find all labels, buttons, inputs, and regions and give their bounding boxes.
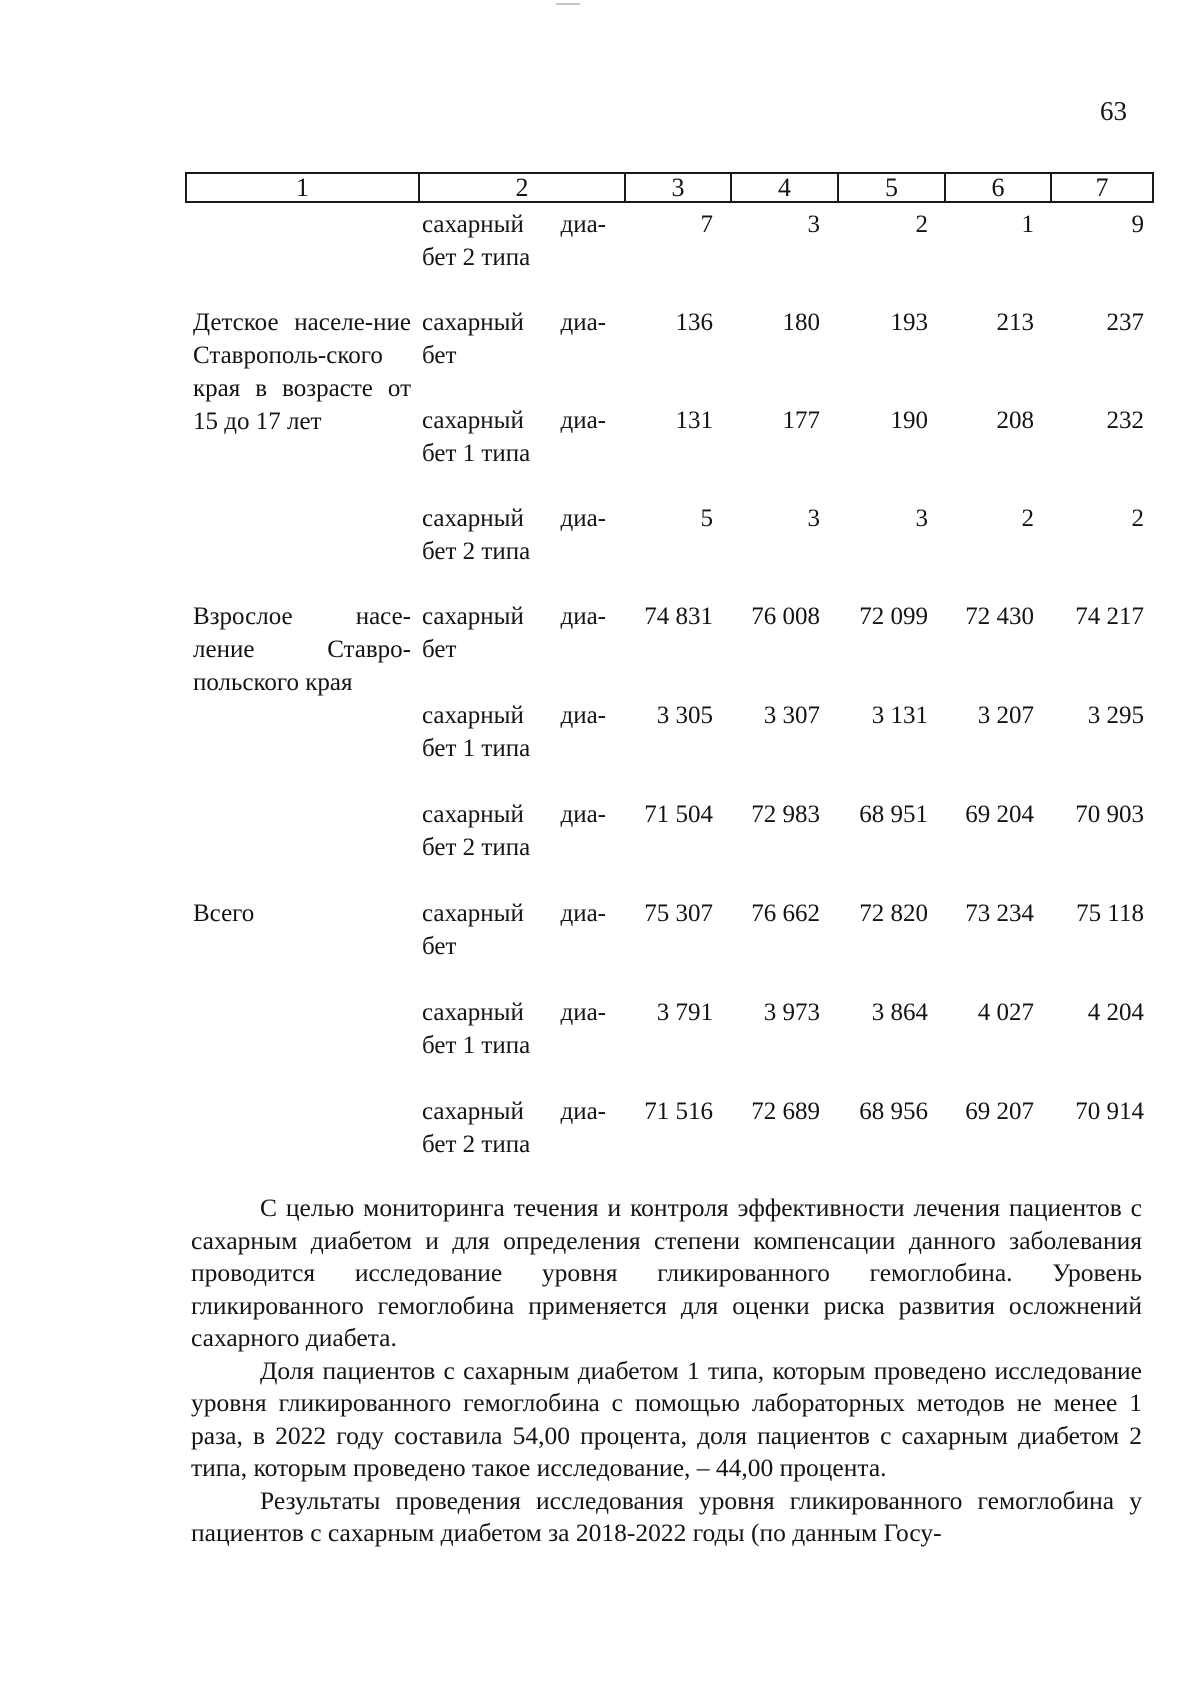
- row-label: сахарный диа-бет: [422, 900, 606, 960]
- header-cell: 6: [944, 174, 1050, 201]
- table-cell: 3 307: [763, 702, 820, 729]
- table-cell: 72 689: [751, 1098, 820, 1125]
- paragraph: С целью мониторинга течения и контроля эффективности лечения пациентов с сахарным диабетом и для определения степени компенсации данного заболевания проводится исследование уровня гликированного гемоглобина. Уровень гликированного гемоглобина применяется для оценки риска развития осложнений сахарного диабета.: [191, 1193, 1142, 1352]
- row-label: сахарный диа-бет 1 типа: [422, 407, 606, 467]
- table-cell: 71 516: [644, 1098, 713, 1125]
- row-label: сахарный диа-бет 2 типа: [422, 505, 606, 565]
- table-cell: 72 983: [751, 801, 820, 828]
- table-cell: 3 791: [656, 999, 713, 1026]
- table-cell: 2: [1021, 505, 1034, 532]
- row-label: сахарный диа-бет 1 типа: [422, 702, 606, 762]
- row-label: сахарный диа-бет 2 типа: [422, 1098, 606, 1158]
- header-cell: 4: [730, 174, 837, 201]
- table-cell: 3 295: [1087, 702, 1144, 729]
- body-text: [191, 1192, 1142, 1550]
- table-cell: 3: [915, 505, 928, 532]
- table-cell: 232: [1106, 407, 1144, 434]
- table-cell: 76 662: [751, 900, 820, 927]
- table-cell: 74 831: [644, 603, 713, 630]
- table-cell: 3: [807, 505, 820, 532]
- table-cell: 76 008: [751, 603, 820, 630]
- table-cell: 2: [915, 211, 928, 238]
- table-cell: 177: [782, 407, 820, 434]
- table-cell: 5: [700, 505, 713, 532]
- row-label: сахарный диа-бет 2 типа: [422, 211, 606, 271]
- table-cell: 237: [1106, 309, 1144, 336]
- table-cell: 3 131: [871, 702, 928, 729]
- table-cell: 3 207: [977, 702, 1034, 729]
- table-cell: 208: [996, 407, 1034, 434]
- table-cell: 190: [890, 407, 928, 434]
- table-cell: 7: [700, 211, 713, 238]
- table-cell: 193: [890, 309, 928, 336]
- table-cell: 3 973: [763, 999, 820, 1026]
- header-cell: 1: [296, 172, 309, 202]
- table-cell: 68 956: [859, 1098, 928, 1125]
- table-cell: 1: [1021, 211, 1034, 238]
- header-cell: 2: [418, 174, 624, 201]
- header-cell: 7: [1050, 174, 1152, 201]
- header-cell: 5: [837, 174, 944, 201]
- row-label: сахарный диа-бет 2 типа: [422, 801, 606, 861]
- table-cell: 70 914: [1075, 1098, 1144, 1125]
- table-cell: 74 217: [1075, 603, 1144, 630]
- table-cell: 180: [782, 309, 820, 336]
- table-cell: 3 864: [871, 999, 928, 1026]
- table-cell: 71 504: [644, 801, 713, 828]
- group-label-total: Всего: [193, 900, 255, 927]
- table-cell: 4 204: [1087, 999, 1144, 1026]
- table-cell: 73 234: [965, 900, 1034, 927]
- table-cell: 4 027: [977, 999, 1034, 1026]
- paragraph: Результаты проведения исследования уровня гликированного гемоглобина у пациентов с сахарным диабетом за 2018-2022 годы (по данным Госу-: [191, 1485, 1142, 1547]
- table-cell: 131: [675, 407, 713, 434]
- table-cell: 213: [996, 309, 1034, 336]
- table-cell: 136: [675, 309, 713, 336]
- row-label: сахарный диа-бет: [422, 603, 606, 663]
- page-number: 63: [1100, 96, 1127, 126]
- table-cell: 72 820: [859, 900, 928, 927]
- group-label-adults: Взрослое насе-ление Ставро-польского края: [193, 603, 411, 696]
- table-cell: 2: [1131, 505, 1144, 532]
- table-cell: 72 099: [859, 603, 928, 630]
- header-cell: 3: [624, 174, 730, 201]
- table-cell: 3 305: [656, 702, 713, 729]
- table-cell: 9: [1131, 211, 1144, 238]
- table-cell: 68 951: [859, 801, 928, 828]
- paragraph: Доля пациентов с сахарным диабетом 1 типа, которым проведено исследование уровня гликированного гемоглобина с помощью лабораторных методов не менее 1 раза, в 2022 году составила 54,00 процента, доля пациентов с сахарным диабетом 2 типа, которым проведено такое исследование, – 44,00 процента.: [191, 1355, 1142, 1482]
- row-label: сахарный диа-бет: [422, 309, 606, 369]
- table-cell: 75 118: [1076, 900, 1144, 927]
- table-cell: 3: [807, 211, 820, 238]
- table-cell: 69 204: [965, 801, 1034, 828]
- group-label-children: Детское населе-ние Ставрополь-ского края в возрасте от 15 до 17 лет: [193, 309, 411, 435]
- table-cell: 75 307: [644, 900, 713, 927]
- row-label: сахарный диа-бет 1 типа: [422, 999, 606, 1059]
- table-cell: 72 430: [965, 603, 1034, 630]
- table-cell: 69 207: [965, 1098, 1034, 1125]
- table-cell: 70 903: [1075, 801, 1144, 828]
